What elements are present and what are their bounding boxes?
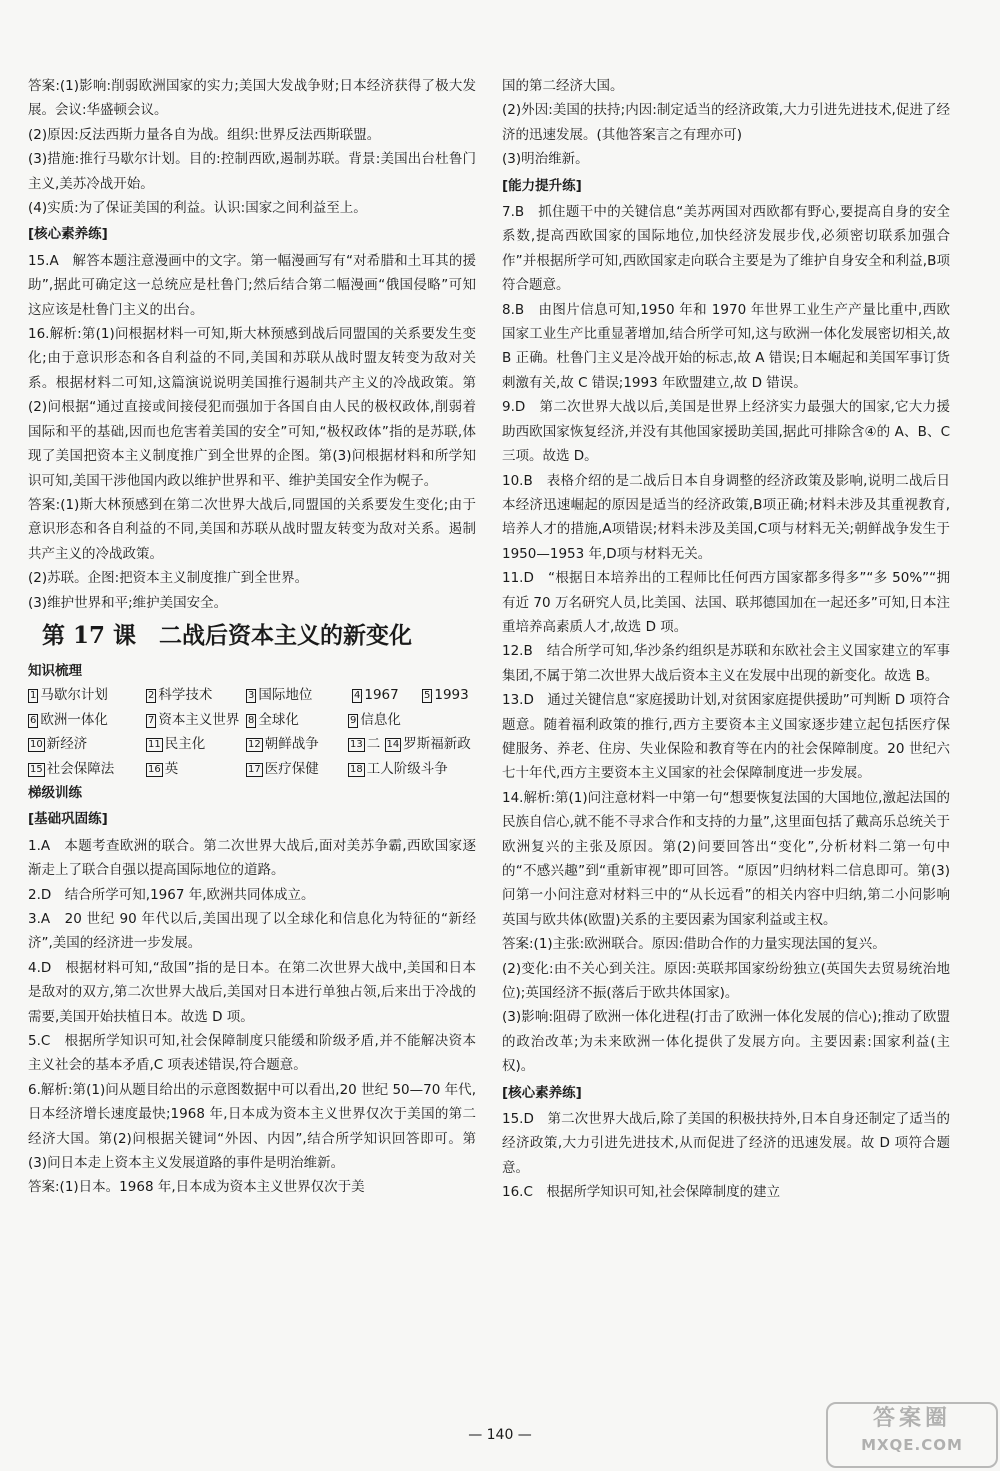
knowledge-item: 15 社会保障法 [30, 760, 115, 777]
knowledge-item: 1 马歇尔计划 [30, 687, 108, 704]
question-11: 11.D “根据日本培养出的工程师比任何西方国家都多得多”“多 50%”“拥有近 70 万名研究人员,比美国、法国、联邦德国加在一起还多”可知,日本注重培养高素质人才,故选 D 项。 [502, 570, 950, 635]
answer-6-part2: (2)外因:美国的扶持;内因:制定适当的经济政策,大力引进先进技术,促进了经济的迅速发展。(其他答案言之有理亦可) [502, 102, 950, 143]
knowledge-item: 17 医疗保健 [248, 760, 319, 777]
knowledge-item: 11 民主化 [148, 736, 206, 753]
knowledge-grid-row-2 [28, 708, 476, 732]
item-number-box: 16 [148, 763, 161, 775]
basic-question-5: 5.C 根据所学知识可知,社会保障制度只能缓和阶级矛盾,并不能解决资本主义社会的基本矛盾,C 项表述错误,符合题意。 [28, 1033, 476, 1074]
item-number-box: 5 [424, 690, 431, 702]
watermark-logo [826, 1402, 998, 1468]
watermark-url: MXQE.COM [861, 1436, 963, 1454]
basic-question-6-answer: 答案:(1)日本。1968 年,日本成为资本主义世界仅次于美 [28, 1179, 365, 1196]
section-core-literacy: [核心素养练] [28, 226, 108, 243]
watermark-text: 答案圈 [872, 1406, 951, 1431]
answer-13-part2: (2)原因:反法西斯力量各自为战。组织:世界反法西斯联盟。 [28, 126, 381, 143]
page-number: — 140 — [468, 1427, 532, 1443]
section-ability: [能力提升练] [502, 177, 582, 194]
answer-16-part3: (3)维护世界和平;维护美国安全。 [28, 594, 228, 611]
right-column [502, 74, 950, 1205]
core-question-15: 15.D 第二次世界大战后,除了美国的积极扶持外,日本自身还制定了适当的经济政策,大力引进先进技术,从而促进了经济的迅速发展。故 D 项符合题意。 [502, 1111, 950, 1176]
knowledge-item: 13 二 14 罗斯福新政 [350, 736, 471, 753]
item-number-box: 11 [148, 739, 161, 751]
item-number-box: 3 [248, 690, 255, 702]
answer-14-part3: (3)影响:阻碍了欧洲一体化进程(打击了欧洲一体化发展的信心);推动了欧盟的政治改革;为未来欧洲一体化提供了发展方向。主要因素:国家利益(主权)。 [502, 1009, 950, 1075]
left-column [28, 74, 476, 1200]
answer-6-part3: (3)明治维新。 [502, 151, 589, 168]
basic-question-4: 4.D 根据材料可知,“敌国”指的是日本。在第二次世界大战中,美国和日本是敌对的双方,第二次世界大战后,美国对日本进行单独占领,后来出于冷战的需要,美国开始扶植日本。故选 D 项。 [28, 959, 476, 1025]
answer-13-part1: 答案:(1)影响:削弱欧洲国家的实力;美国大发战争财;日本经济获得了极大发展。会议:华盛顿会议。 [28, 78, 476, 119]
knowledge-item: 6 欧洲一体化 [30, 711, 108, 728]
answer-13-part3: (3)措施:推行马歇尔计划。目的:控制西欧,遏制苏联。背景:美国出台杜鲁门主义,美苏冷战开始。 [28, 151, 476, 192]
answer-16-part2: (2)苏联。企图:把资本主义制度推广到全世界。 [28, 570, 309, 587]
question-15: 15.A 解答本题注意漫画中的文字。第一幅漫画写有“对希腊和土耳其的援助”,据此可确定这一总统应是杜鲁门;然后结合第二幅漫画“俄国侵略”可知这应该是杜鲁门主义的出台。 [28, 252, 476, 318]
knowledge-item: 5 1993 [424, 687, 469, 704]
item-number-box: 1 [30, 690, 37, 702]
chapter-title: 第 17 课 二战后资本主义的新变化 [42, 621, 413, 649]
item-number-box: 7 [148, 714, 155, 726]
answer-16-part1: 答案:(1)斯大林预感到在第二次世界大战后,同盟国的关系要发生变化;由于意识形态和各自利益的不同,美国和苏联从战时盟友转变为敌对关系。遏制共产主义的冷战政策。 [28, 496, 476, 562]
answer-14-part2: (2)变化:由不关心到关注。原因:英联邦国家纷纷独立(英国失去贸易统治地位);英国经济不振(落后于欧共体国家)。 [502, 960, 950, 1002]
item-number-box: 4 [354, 690, 361, 702]
knowledge-item: 7 资本主义世界 [148, 711, 240, 728]
answer-14-part1: 答案:(1)主张:欧洲联合。原因:借助合作的力量实现法国的复兴。 [502, 936, 886, 953]
question-9: 9.D 第二次世界大战以后,美国是世界上经济实力最强大的国家,它大力援助西欧国家恢复经济,并没有其他国家援助美国,据此可排除含④的 A、B、C 三项。故选 D。 [502, 399, 950, 465]
item-number-box: 15 [30, 763, 43, 775]
basic-question-2: 2.D 结合所学可知,1967 年,欧洲共同体成立。 [28, 886, 315, 903]
question-14-analysis: 14.解析:第(1)问注意材料一中第一句“想要恢复法国的大国地位,激起法国的民族自信心,就不能不寻求合作和支持的力量”,这里面包括了戴高乐总统关于欧洲复兴的主张及原因。第(2)问要回答出“变化”,分析材料二第一句中的“不感兴趣”到“重新审视”即可回答。“原因”归纳材料二信息即可。第(3)问第一小问注意对材料三中的“从长远看”的相关内容中归纳,第二小问影响英国与欧共体(欧盟)关系的主要因素为国家利益或主权。 [502, 789, 950, 928]
question-8: 8.B 由图片信息可知,1950 年和 1970 年世界工业生产产量比重中,西欧国家工业生产比重显著增加,结合所学可知,这与欧洲一体化发展密切相关,故 B 正确。杜鲁门主义是冷战开始的标志,故 A 错误;日本崛起和美国军事订货刺激有关,故 C 错误;1993 年欧盟建立,故 D 错误。 [502, 301, 950, 391]
knowledge-grid-row-4 [28, 757, 476, 781]
core-question-16: 16.C 根据所学知识可知,社会保障制度的建立 [502, 1184, 781, 1201]
knowledge-item: 3 国际地位 [248, 687, 313, 704]
section-core-literacy-2: [核心素养练] [502, 1084, 582, 1101]
question-7: 7.B 抓住题干中的关键信息“美苏两国对西欧都有野心,要提高自身的安全系数,提高西欧国家的国际地位,加快经济发展步伐,必须密切联系加强合作”并根据所学可知,西欧国家走向联合主要是为了维护自身安全和利益,B项符合题意。 [502, 204, 950, 294]
knowledge-item: 2 科学技术 [148, 687, 213, 704]
knowledge-item: 9 信息化 [350, 711, 401, 728]
answer-6-continued: 国的第二经济大国。 [502, 78, 624, 94]
item-number-box: 2 [148, 690, 155, 702]
question-13: 13.D 通过关键信息“家庭援助计划,对贫困家庭提供援助”可判断 D 项符合题意。随着福利政策的推行,西方主要资本主义国家逐步建立起包括医疗保健服务、养老、住房、失业保险和教育等在内的社会保障制度。20 世纪六七十年代,西方主要资本主义国家的社会保障制度进一步发展。 [502, 692, 950, 782]
question-16-analysis: 16.解析:第(1)问根据材料一可知,斯大林预感到战后同盟国的关系要发生变化;由于意识形态和各自利益的不同,美国和苏联从战时盟友转变为敌对关系。根据材料二可知,这篇演说说明美国推行遏制共产主义的冷战政策。第(2)问根据“通过直接或间接侵犯而强加于各国自由人民的极权政体,削弱着国际和平的基础,因而也危害着美国的安全”可知,“极权政体”指的是苏联,体现了美国把资本主义制度推广到全世界的企图。第(3)问根据材料和所学知识可知,美国干涉他国内政以维护世界和平、维护美国安全作为幌子。 [28, 326, 476, 489]
basic-question-6-analysis: 6.解析:第(1)问从题目给出的示意图数据中可以看出,20 世纪 50—70 年代,日本经济增长速度最快;1968 年,日本成为资本主义世界仅次于美国的第二经济大国。第(2)问根据关键词“外因、内因”,结合所学知识回答即可。第(3)问日本走上资本主义发展道路的事件是明治维新。 [28, 1081, 476, 1172]
question-12: 12.B 结合所学可知,华沙条约组织是苏联和东欧社会主义国家建立的军事集团,不属于第二次世界大战后资本主义在发展中出现的新变化。故选 B。 [502, 643, 950, 684]
knowledge-grid-row-3 [28, 732, 476, 756]
item-number-box: 13 [350, 739, 363, 751]
basic-question-1: 1.A 本题考查欧洲的联合。第二次世界大战后,面对美苏争霸,西欧国家逐渐走上了联合自强以提高国际地位的道路。 [28, 837, 476, 879]
item-number-box: 10 [30, 739, 43, 751]
item-number-box: 14 [386, 739, 400, 751]
item-number-box: 8 [248, 714, 255, 726]
item-number-box: 17 [248, 763, 261, 775]
knowledge-item: 12 朝鲜战争 [248, 736, 319, 753]
basic-question-3: 3.A 20 世纪 90 年代以后,美国出现了以全球化和信息化为特征的“新经济”,美国的经济进一步发展。 [28, 911, 476, 952]
answer-13-part4: (4)实质:为了保证美国的利益。认识:国家之间利益至上。 [28, 200, 367, 217]
knowledge-review-heading: 知识梳理 [28, 662, 82, 679]
knowledge-item: 4 1967 [354, 687, 399, 704]
item-number-box: 6 [30, 714, 37, 726]
knowledge-item: 10 新经济 [30, 736, 88, 753]
question-10: 10.B 表格介绍的是二战后日本自身调整的经济政策及影响,说明二战后日本经济迅速崛起的原因是适当的经济政策,B项正确;材料未涉及其重视教育,培养人才的措施,A项错误;材料未涉及美国,C项与材料无关;朝鲜战争发生于 1950—1953 年,D项与材料无关。 [502, 472, 950, 562]
item-number-box: 18 [350, 763, 363, 775]
section-basic: [基础巩固练] [28, 811, 108, 828]
knowledge-grid-row-1 [28, 683, 476, 707]
tiered-training-heading: 梯级训练 [28, 784, 82, 801]
item-number-box: 12 [248, 739, 261, 751]
knowledge-item: 16 英 [148, 760, 179, 777]
item-number-box: 9 [350, 714, 357, 726]
knowledge-item: 18 工人阶级斗争 [350, 760, 448, 777]
knowledge-item: 8 全球化 [248, 711, 299, 728]
